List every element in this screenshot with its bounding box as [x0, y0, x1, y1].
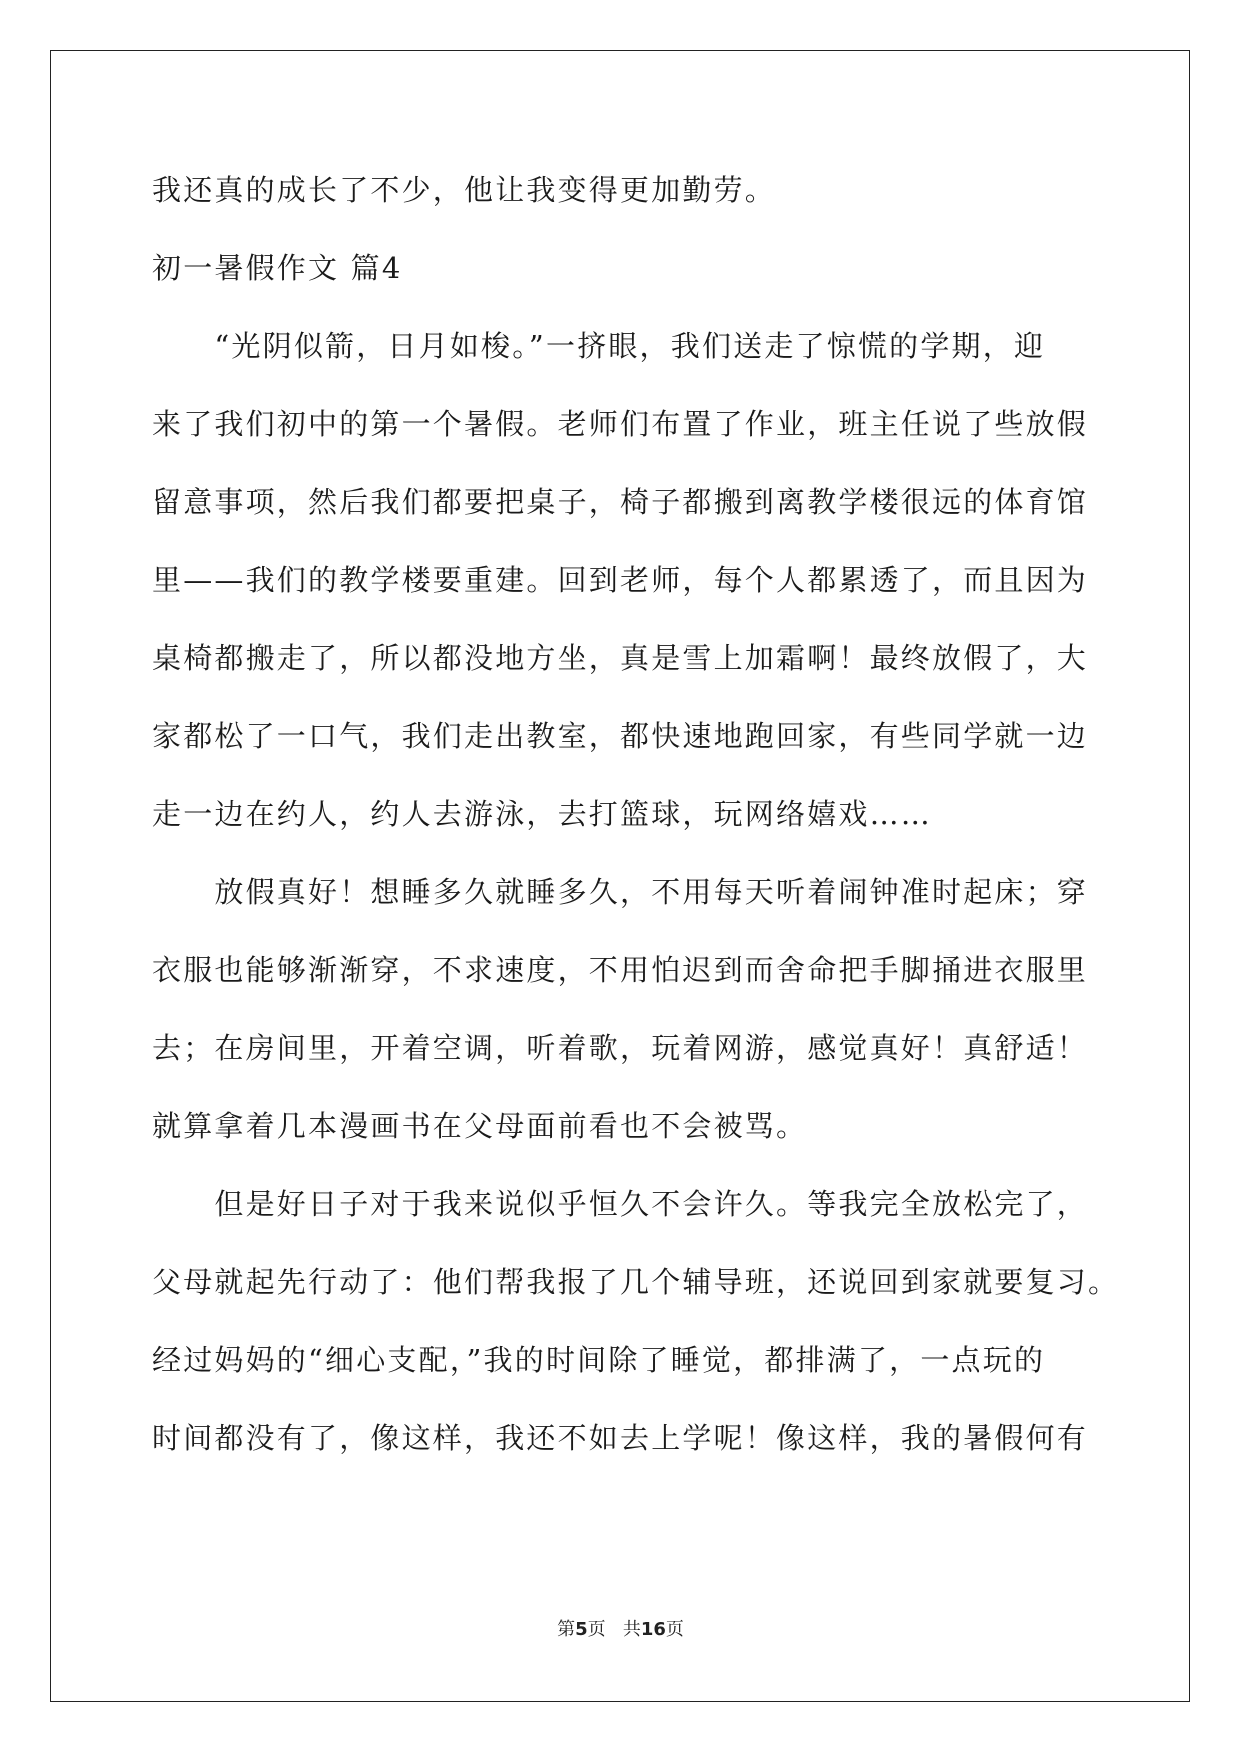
footer-page-word: 页	[587, 1619, 606, 1640]
total-pages-number: 16	[640, 1619, 666, 1640]
text-line-15: 父母就起先行动了：他们帮我报了几个辅导班，还说回到家就要复习。	[152, 1265, 1120, 1299]
text-line-11: 衣服也能够渐渐穿，不求速度，不用怕迟到而舍命把手脚捅进衣服里	[152, 953, 1089, 987]
section-heading: 初一暑假作文 篇4	[152, 251, 403, 285]
footer-total-prefix: 共	[622, 1619, 641, 1640]
text-line-3: “光阴似箭，日月如梭。”一挤眼，我们送走了惊慌的学期，迎	[152, 329, 1046, 363]
footer-total-suffix: 页	[665, 1619, 684, 1640]
text-line-5: 留意事项，然后我们都要把桌子，椅子都搬到离教学楼很远的体育馆	[152, 485, 1089, 519]
text-line-17: 时间都没有了，像这样，我还不如去上学呢！像这样，我的暑假何有	[152, 1421, 1089, 1455]
text-line-13: 就算拿着几本漫画书在父母面前看也不会被骂。	[152, 1109, 808, 1143]
footer-prefix: 第	[557, 1619, 576, 1640]
text-line-8: 家都松了一口气，我们走出教室，都快速地跑回家，有些同学就一边	[152, 719, 1089, 753]
text-line-10: 放假真好！想睡多久就睡多久，不用每天听着闹钟准时起床；穿	[152, 875, 1089, 909]
text-line-6: 里——我们的教学楼要重建。回到老师，每个人都累透了，而且因为	[152, 563, 1089, 597]
text-line-14: 但是好日子对于我来说似乎恒久不会许久。等我完全放松完了，	[152, 1187, 1089, 1221]
text-line-12: 去；在房间里，开着空调，听着歌，玩着网游，感觉真好！真舒适！	[152, 1031, 1089, 1065]
text-line-9: 走一边在约人，约人去游泳，去打篮球，玩网络嬉戏……	[152, 797, 933, 831]
text-line-7: 桌椅都搬走了，所以都没地方坐，真是雪上加霜啊！最终放假了，大	[152, 641, 1089, 675]
text-line-16: 经过妈妈的“细心支配，”我的时间除了睡觉，都排满了，一点玩的	[152, 1343, 1046, 1377]
text-line-1: 我还真的成长了不少，他让我变得更加勤劳。	[152, 173, 777, 207]
text-line-4: 来了我们初中的第一个暑假。老师们布置了作业，班主任说了些放假	[152, 407, 1089, 441]
page-footer	[0, 1618, 1241, 1642]
current-page-number: 5	[575, 1619, 588, 1640]
